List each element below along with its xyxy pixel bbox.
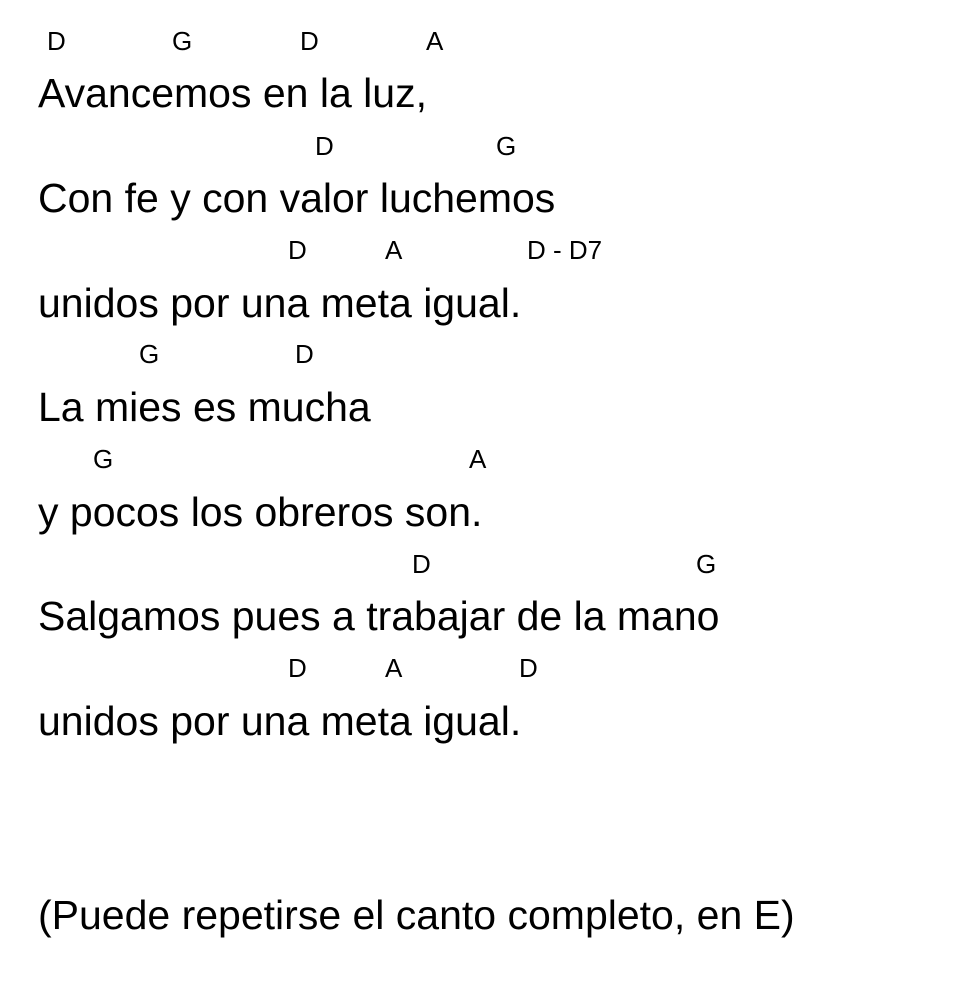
lyric-line: unidos por una meta igual. (38, 280, 522, 326)
lyric-line: La mies es mucha (38, 384, 371, 430)
repeat-note: (Puede repetirse el canto completo, en E) (38, 892, 795, 938)
lyric-line: y pocos los obreros son. (38, 489, 483, 535)
chord: D (412, 549, 431, 579)
chord: G (93, 444, 114, 474)
chord: D (288, 235, 307, 265)
chord: A (385, 653, 403, 683)
chord: D (519, 653, 538, 683)
chord: G (696, 549, 717, 579)
chord: D (300, 26, 319, 56)
chord: D (295, 339, 314, 369)
chord: A (426, 26, 444, 56)
chord: D (315, 131, 334, 161)
chord: D - D7 (527, 235, 603, 265)
chord: A (385, 235, 403, 265)
chord: D (47, 26, 66, 56)
chord: G (172, 26, 193, 56)
lyric-line: unidos por una meta igual. (38, 698, 522, 744)
chord: D (288, 653, 307, 683)
lyric-line: Salgamos pues a trabajar de la mano (38, 593, 720, 639)
lyric-line: Con fe y con valor luchemos (38, 175, 556, 221)
chord: A (469, 444, 487, 474)
chord: G (496, 131, 517, 161)
chord: G (139, 339, 160, 369)
lyric-line: Avancemos en la luz, (38, 70, 427, 116)
